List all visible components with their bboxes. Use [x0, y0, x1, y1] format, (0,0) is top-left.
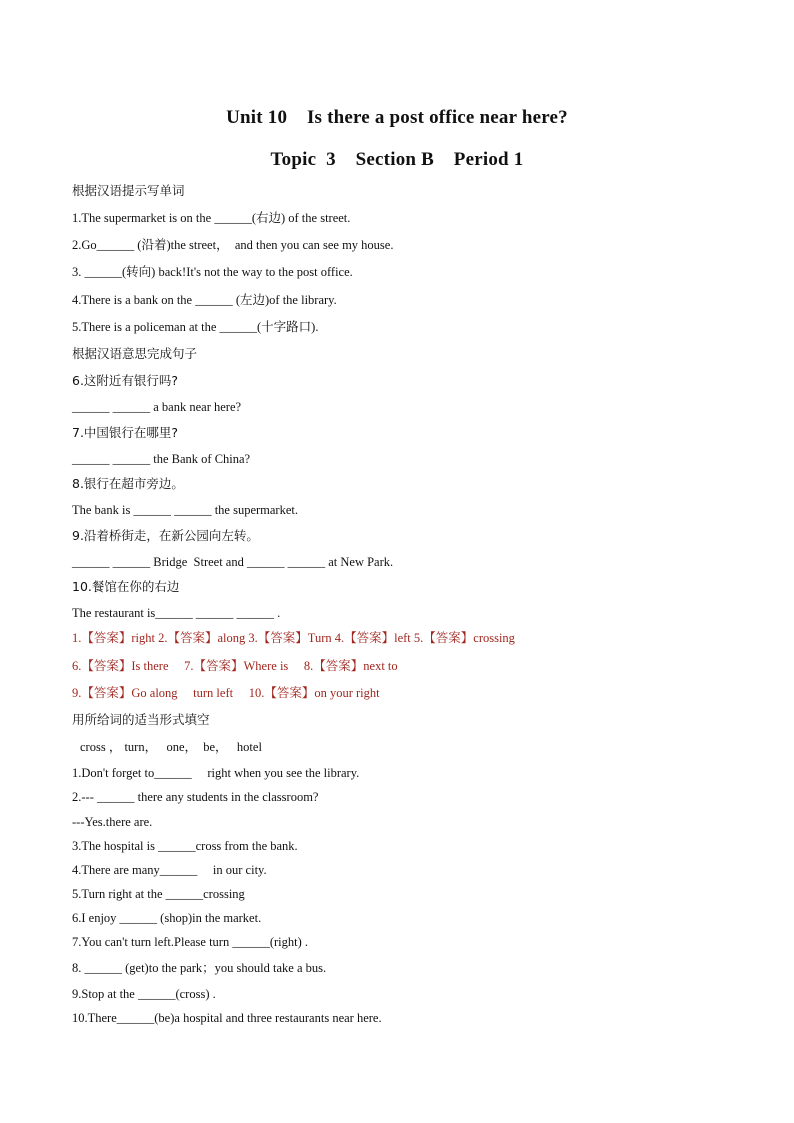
- exercise-item: 9.Stop at the ______(cross) .: [72, 987, 216, 1001]
- exercise-item: 2.Go______ (沿着)the street， and then you can see my house.: [72, 238, 394, 252]
- section-heading-word-hints: 根据汉语提示写单词: [72, 183, 185, 198]
- answer-key-line: 9.【答案】Go along turn left 10.【答案】on your right: [72, 686, 380, 700]
- exercise-item: 3.The hospital is ______cross from the bank.: [72, 839, 298, 853]
- exercise-item: 1.Don't forget to______ right when you see the library.: [72, 766, 360, 780]
- answer-key-line: 6.【答案】Is there 7.【答案】Where is 8.【答案】next to: [72, 659, 398, 673]
- exercise-item: 7.You can't turn left.Please turn ______(right) .: [72, 935, 309, 949]
- exercise-prompt-zh: 8.银行在超市旁边。: [72, 476, 184, 491]
- exercise-prompt-zh: 7.中国银行在哪里?: [72, 425, 179, 440]
- exercise-item: ---Yes.there are.: [72, 815, 153, 829]
- exercise-item: The bank is ______ ______ the supermarket.: [72, 503, 298, 517]
- exercise-item: 4.There is a bank on the ______ (左边)of the library.: [72, 293, 337, 307]
- exercise-item: 5.Turn right at the ______crossing: [72, 887, 245, 901]
- exercise-item: The restaurant is______ ______ ______ .: [72, 606, 281, 620]
- exercise-item: 2.--- ______ there any students in the classroom?: [72, 790, 319, 804]
- exercise-prompt-zh: 6.这附近有银行吗?: [72, 373, 179, 388]
- exercise-item: 8. ______ (get)to the park；you should take a bus.: [72, 961, 327, 975]
- exercise-item: ______ ______ a bank near here?: [72, 400, 242, 414]
- exercise-prompt-zh: 10.餐馆在你的右边: [72, 579, 180, 594]
- document-subtitle: Topic 3 Section B Period 1: [270, 149, 524, 170]
- exercise-item: 1.The supermarket is on the ______(右边) of the street.: [72, 211, 351, 225]
- section-heading-complete-sentences: 根据汉语意思完成句子: [72, 346, 198, 361]
- section-heading-fill-in: 用所给词的适当形式填空: [72, 712, 210, 727]
- exercise-item: 10.There______(be)a hospital and three restaurants near here.: [72, 1011, 382, 1025]
- document-title: Unit 10 Is there a post office near here?: [226, 107, 568, 128]
- exercise-item: 3. ______(转向) back!It's not the way to the post office.: [72, 265, 353, 279]
- exercise-item: 5.There is a policeman at the ______(十字路口).: [72, 320, 319, 334]
- exercise-item: ______ ______ Bridge Street and ______ ______ at New Park.: [72, 555, 394, 569]
- exercise-item: ______ ______ the Bank of China?: [72, 452, 251, 466]
- answer-key-line: 1.【答案】right 2.【答案】along 3.【答案】Turn 4.【答案】left 5.【答案】crossing: [72, 631, 515, 645]
- word-bank: cross ， turn， one， be， hotel: [80, 740, 262, 754]
- exercise-prompt-zh: 9.沿着桥街走，在新公园向左转。: [72, 528, 259, 543]
- exercise-item: 6.I enjoy ______ (shop)in the market.: [72, 911, 262, 925]
- exercise-item: 4.There are many______ in our city.: [72, 863, 267, 877]
